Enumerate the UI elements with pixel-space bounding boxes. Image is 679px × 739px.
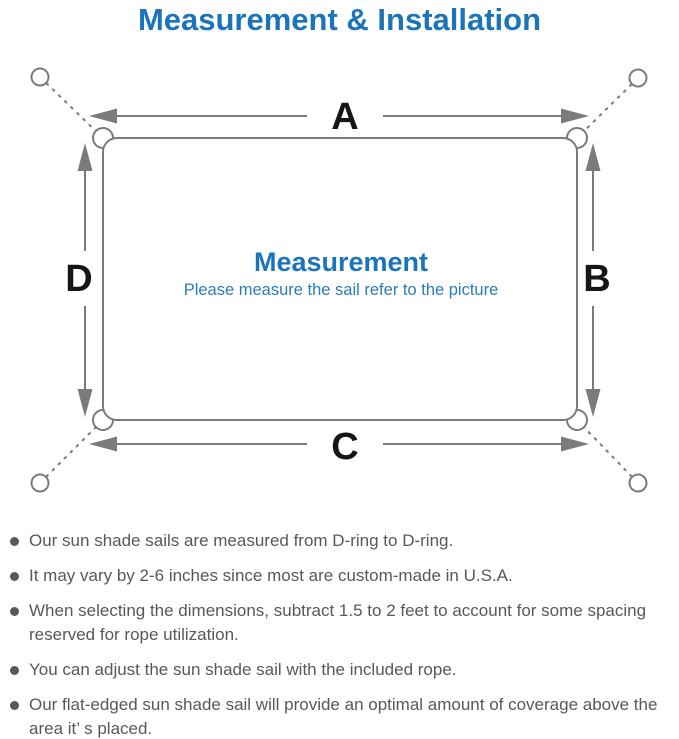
arrowhead-left-icon bbox=[89, 437, 117, 452]
anchor-point-top-left bbox=[32, 69, 49, 86]
note-item bbox=[10, 599, 667, 647]
bullet-icon bbox=[10, 537, 19, 546]
bullet-icon bbox=[10, 666, 19, 675]
bullet-icon bbox=[10, 701, 19, 710]
dimension-label-a: A bbox=[331, 96, 359, 138]
rope-top-right bbox=[577, 78, 638, 138]
note-text: When selecting the dimensions, subtract 1.5 to 2 feet to account for some spacing reserved for rope utilization. bbox=[29, 601, 647, 644]
arrowhead-up-icon bbox=[78, 143, 93, 171]
note-text: It may vary by 2-6 inches since most are custom-made in U.S.A. bbox=[29, 566, 513, 585]
measurement-diagram bbox=[0, 55, 679, 515]
anchor-point-top-right bbox=[630, 70, 647, 87]
page-title: Measurement & Installation bbox=[137, 2, 542, 37]
dimension-label-c: C bbox=[331, 426, 359, 468]
center-measurement-title: Measurement bbox=[253, 247, 429, 277]
dimension-label-d: D bbox=[65, 258, 93, 300]
center-measurement-subtitle: Please measure the sail refer to the picture bbox=[183, 281, 499, 299]
anchor-point-bottom-left bbox=[32, 475, 49, 492]
note-text: Our flat-edged sun shade sail will provide an optimal amount of coverage above the area it’ s placed. bbox=[29, 695, 658, 738]
note-item bbox=[10, 564, 667, 588]
arrowhead-right-icon bbox=[561, 109, 589, 124]
note-item bbox=[10, 529, 667, 553]
arrowhead-left-icon bbox=[89, 109, 117, 124]
note-item bbox=[10, 658, 667, 682]
arrowhead-down-icon bbox=[586, 389, 601, 417]
arrowhead-up-icon bbox=[586, 143, 601, 171]
installation-notes-list bbox=[10, 529, 667, 739]
rope-top-left bbox=[40, 77, 103, 138]
rope-bottom-right bbox=[577, 420, 638, 483]
note-text: Our sun shade sails are measured from D-ring to D-ring. bbox=[29, 531, 454, 550]
sail-rectangle bbox=[103, 138, 577, 420]
bullet-icon bbox=[10, 572, 19, 581]
note-text: You can adjust the sun shade sail with the included rope. bbox=[29, 660, 457, 679]
arrowhead-right-icon bbox=[561, 437, 589, 452]
note-item bbox=[10, 693, 667, 739]
dimension-label-b: B bbox=[583, 258, 611, 300]
rope-bottom-left bbox=[40, 420, 103, 483]
bullet-icon bbox=[10, 607, 19, 616]
anchor-point-bottom-right bbox=[630, 475, 647, 492]
arrowhead-down-icon bbox=[78, 389, 93, 417]
